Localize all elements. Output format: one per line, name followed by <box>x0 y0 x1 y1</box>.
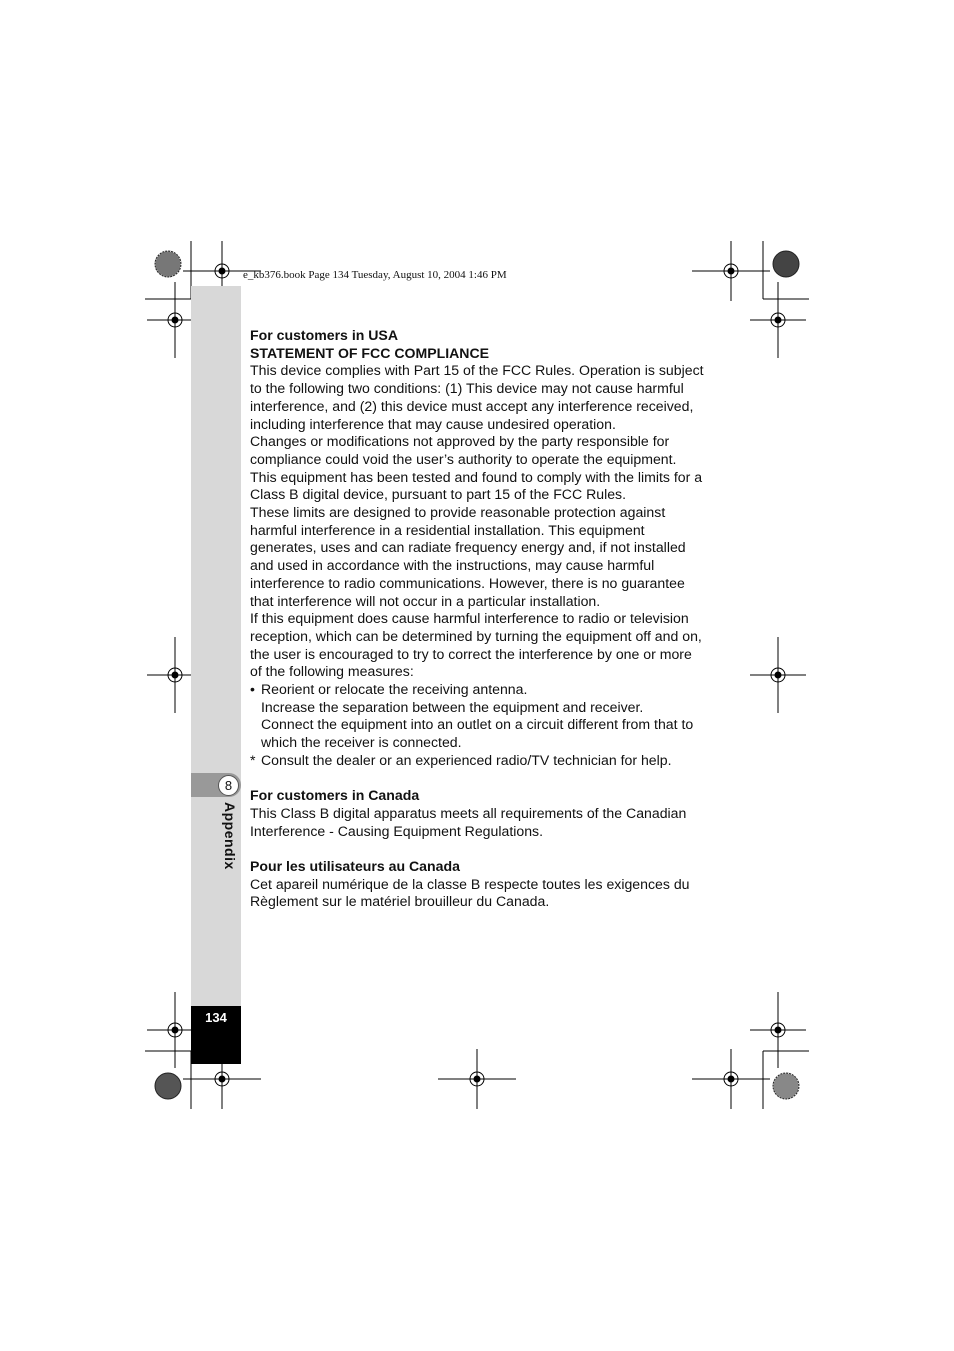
sidebar-band <box>191 286 241 1006</box>
paragraph: This device complies with Part 15 of the FCC Rules. Operation is subject to the following two conditions: (1) This device may not cause harmful interference, and (2) this device must accept any interference received, including interference that may cause undesired operation. <box>250 362 704 432</box>
list-item-text: Reorient or relocate the receiving antenna. <box>261 681 528 698</box>
list-item-text: Increase the separation between the equipment and receiver. <box>261 698 644 715</box>
paragraph: These limits are designed to provide reasonable protection against harmful interference in a residential installation. This equipment generates, uses and can radiate frequency energy and, if not installed and used in accordance with the instructions, may cause harmful interference to radio communications. However, there is no guarantee that interference will not occur in a particular installation. <box>250 504 686 609</box>
page-number: 134 <box>205 1010 227 1025</box>
paragraph: This equipment has been tested and found to comply with the limits for a Class B digital device, pursuant to part 15 of the FCC Rules. <box>250 468 703 503</box>
list-item <box>250 716 706 751</box>
bullet-marker <box>250 716 261 751</box>
paragraph: This Class B digital apparatus meets all requirements of the Canadian Interference - Causing Equipment Regulations. <box>250 804 687 839</box>
fcc-heading: STATEMENT OF FCC COMPLIANCE <box>250 344 490 361</box>
usa-heading: For customers in USA <box>250 327 399 343</box>
list-item <box>250 752 706 770</box>
bullet-marker: * <box>250 751 256 768</box>
main-content <box>250 327 706 911</box>
paragraph: If this equipment does cause harmful interference to radio or television reception, which can be determined by turning the equipment off and on, the user is encouraged to try to correct the interference by one or more of the following measures: <box>250 610 702 680</box>
canada-heading: For customers in Canada <box>250 787 420 804</box>
paragraph: Changes or modifications not approved by the party responsible for compliance could void the user’s authority to operate the equipment. <box>250 433 677 467</box>
paragraph: Cet apareil numérique de la classe B respecte toutes les exigences du Règlement sur le matériel brouilleur du Canada. <box>250 875 690 910</box>
print-header: e_kb376.book Page 134 Tuesday, August 10, 2004 1:46 PM <box>243 269 507 281</box>
list-item <box>250 699 706 717</box>
list-item-text: Consult the dealer or an experienced radio/TV technician for help. <box>261 751 672 768</box>
list-item <box>250 681 706 699</box>
chapter-number: 8 <box>218 775 239 796</box>
canada-fr-heading: Pour les utilisateurs au Canada <box>250 858 460 875</box>
chapter-label: Appendix <box>222 802 238 870</box>
list-item-text: Connect the equipment into an outlet on a circuit different from that to which the receiver is connected. <box>261 716 694 751</box>
bullet-marker <box>250 699 261 717</box>
bullet-marker: • <box>250 681 255 698</box>
